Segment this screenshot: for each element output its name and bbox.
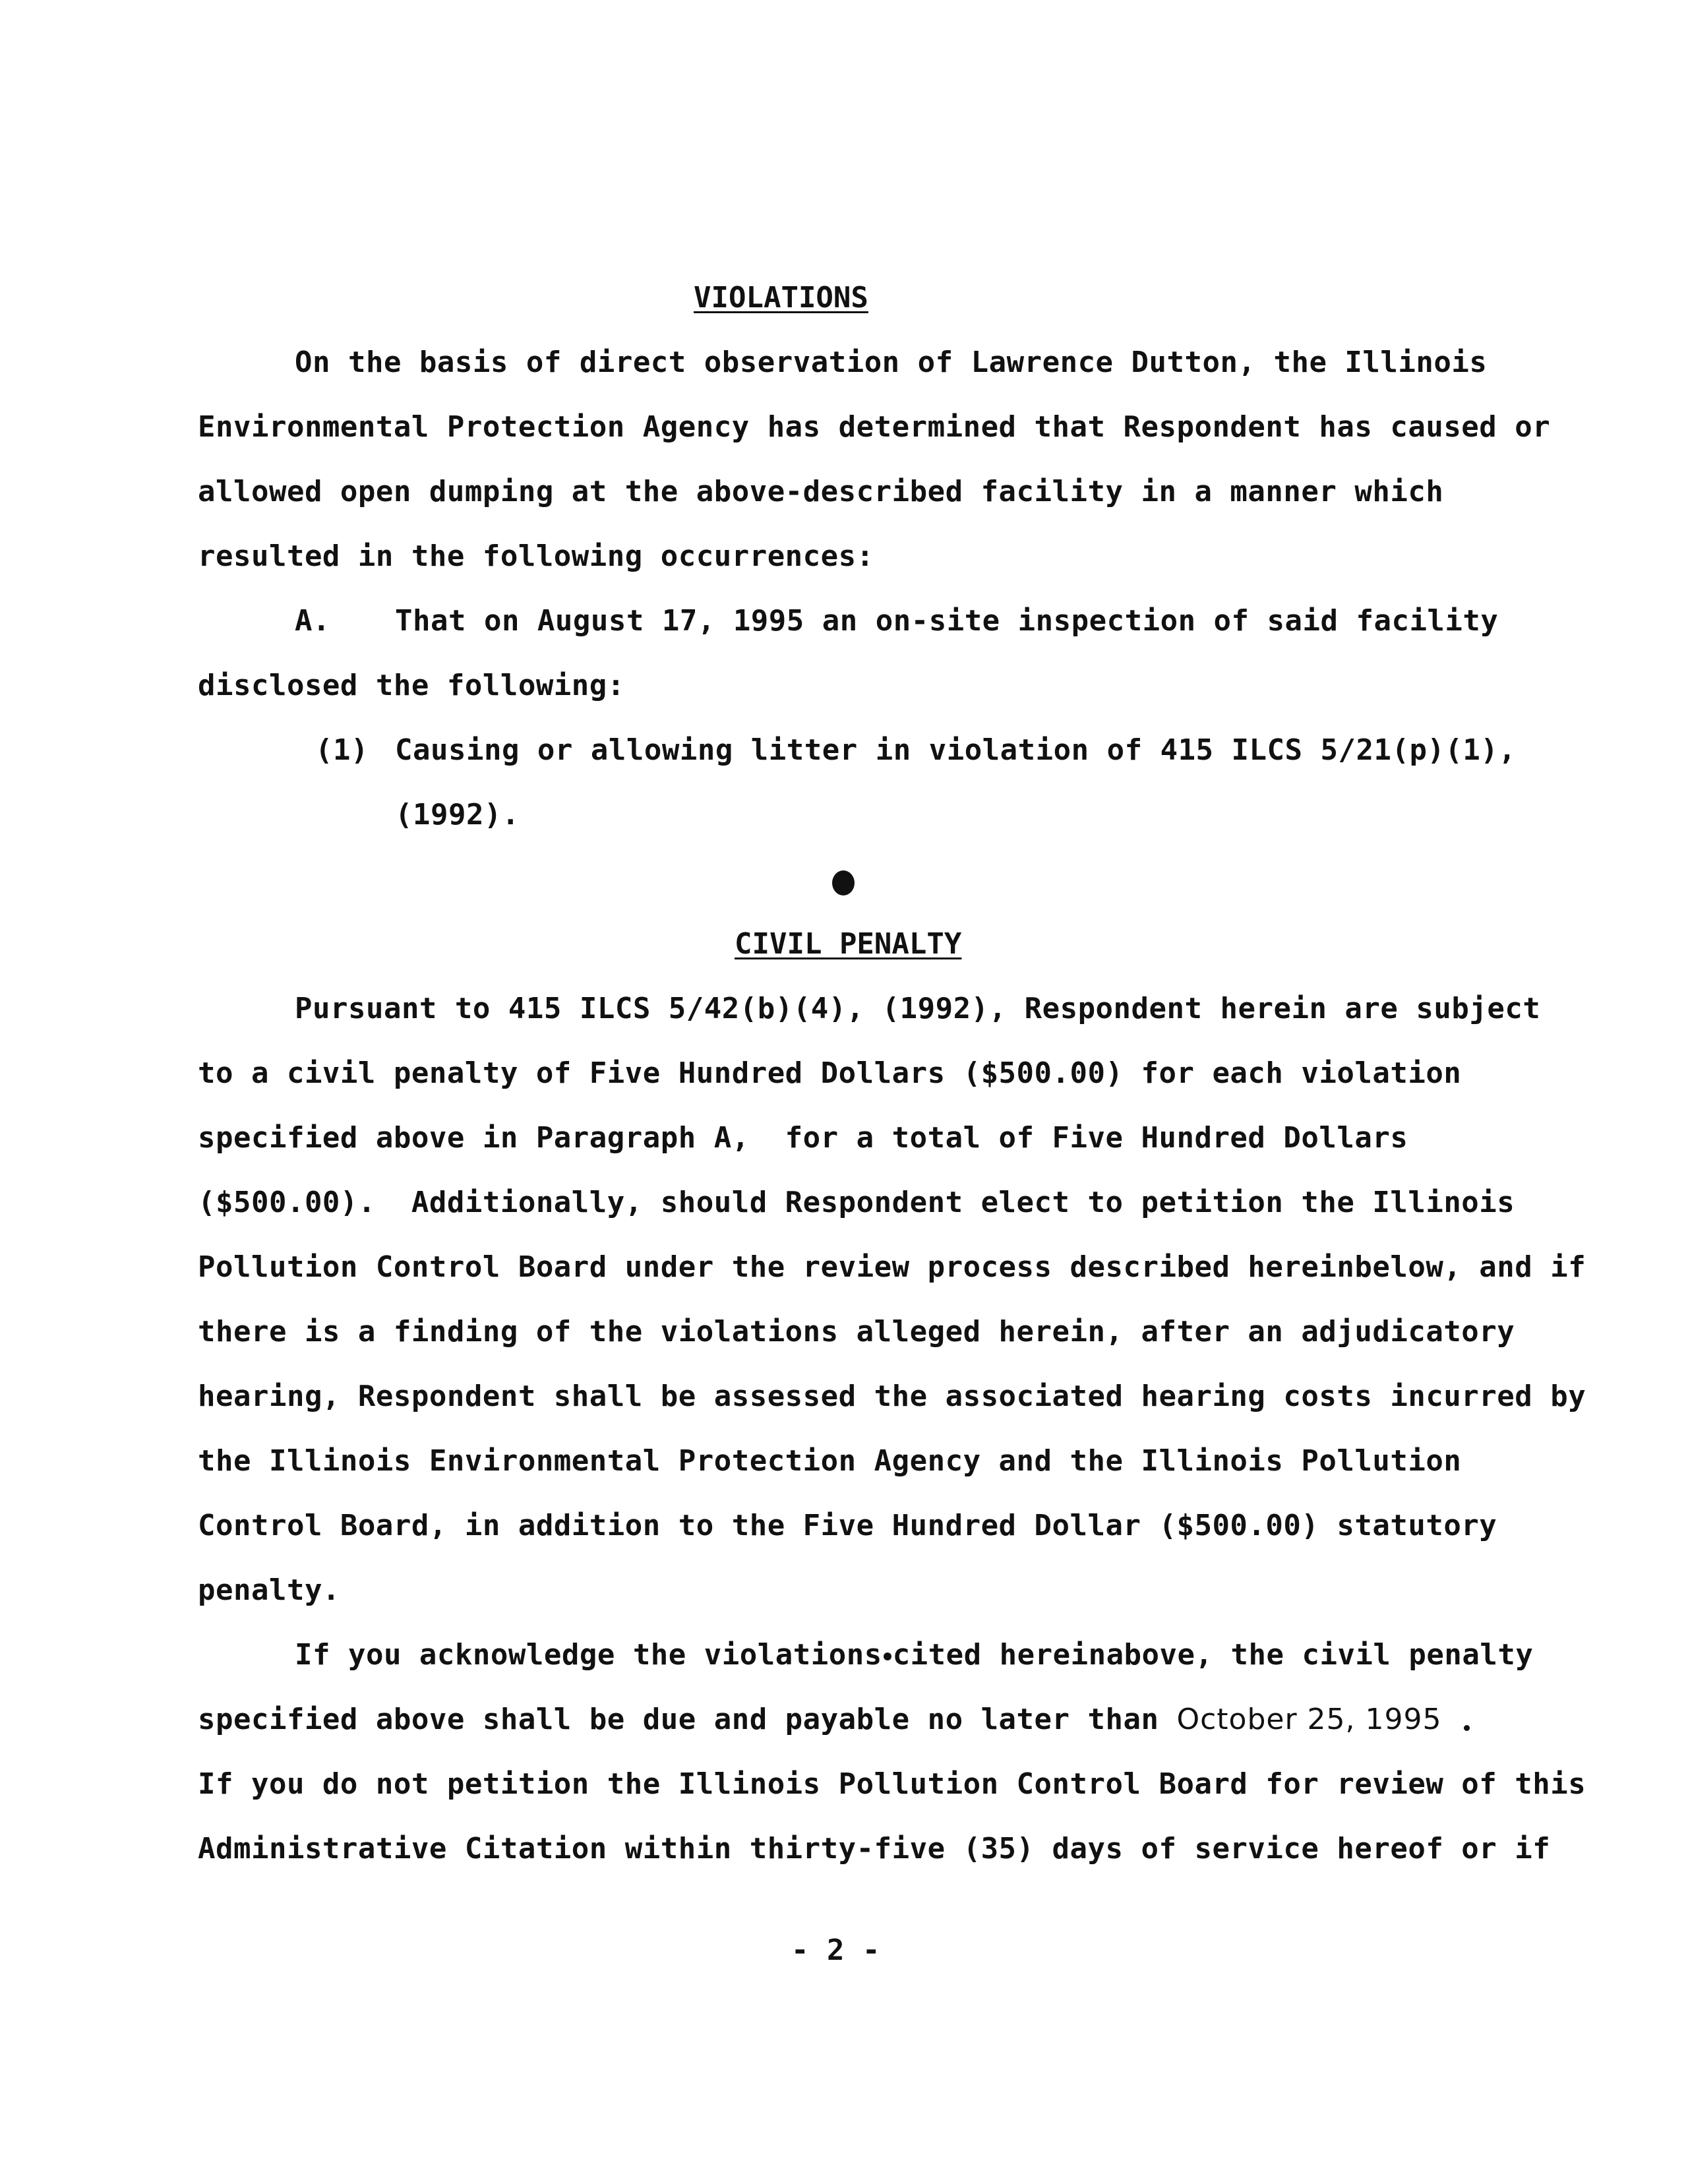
sub-item-text: Causing or allowing litter in violation of 415 ILCS 5/21(p)(1), — [395, 733, 1517, 767]
penalty-para-line: the Illinois Environmental Protection Agency and the Illinois Pollution — [198, 1444, 1462, 1478]
sub-item-text: (1992). — [395, 798, 520, 832]
due-date: October 25, 1995 — [1176, 1703, 1442, 1736]
payable-text: specified above shall be due and payable no later than — [198, 1703, 1159, 1736]
penalty-para-line: to a civil penalty of Five Hundred Dollars ($500.00) for each violation — [198, 1056, 1462, 1090]
item-a-text: disclosed the following: — [198, 669, 625, 702]
violations-para-line: allowed open dumping at the above-described facility in a manner which — [198, 475, 1444, 508]
penalty-para-line: ($500.00). Additionally, should Respondent elect to petition the Illinois — [198, 1186, 1515, 1219]
item-a-label: A. — [295, 604, 330, 638]
penalty-para-line: Administrative Citation within thirty-five (35) days of service hereof or if — [198, 1832, 1551, 1866]
violations-para-line: On the basis of direct observation of Lawrence Dutton, the Illinois — [295, 346, 1488, 379]
penalty-para-line: Control Board, in addition to the Five Hundred Dollar ($500.00) statutory — [198, 1509, 1497, 1542]
page-number: - 2 - — [791, 1933, 880, 1967]
penalty-para-line: If you do not petition the Illinois Pollution Control Board for review of this — [198, 1767, 1586, 1801]
penalty-para-line: hearing, Respondent shall be assessed the associated hearing costs incurred by — [198, 1380, 1586, 1413]
payable-line — [198, 1700, 1442, 1740]
acknowledge-line — [295, 1635, 1533, 1675]
penalty-para-line: Pursuant to 415 ILCS 5/42(b)(4), (1992), Respondent herein are subject — [295, 992, 1541, 1025]
stray-dot-mark — [884, 1653, 891, 1660]
acknowledge-text-a: If you acknowledge the violations — [295, 1638, 882, 1672]
penalty-para-line: Pollution Control Board under the review process described hereinbelow, and if — [198, 1250, 1586, 1284]
acknowledge-text-b: cited hereinabove, the civil penalty — [892, 1638, 1534, 1672]
penalty-para-line: there is a finding of the violations alleged herein, after an adjudicatory — [198, 1315, 1515, 1349]
trailing-period-mark — [1464, 1725, 1470, 1731]
violations-para-line: resulted in the following occurrences: — [198, 539, 874, 573]
sub-item-label: (1) — [315, 733, 369, 767]
civil-penalty-heading: CIVIL PENALTY — [735, 927, 962, 961]
violations-para-line: Environmental Protection Agency has determined that Respondent has caused or — [198, 410, 1551, 444]
penalty-para-line: penalty. — [198, 1573, 340, 1607]
violations-heading: VIOLATIONS — [694, 281, 868, 315]
penalty-para-line: specified above in Paragraph A, for a total of Five Hundred Dollars — [198, 1121, 1408, 1155]
bullet-mark — [832, 870, 855, 895]
item-a-text: That on August 17, 1995 an on-site inspection of said facility — [395, 604, 1499, 638]
